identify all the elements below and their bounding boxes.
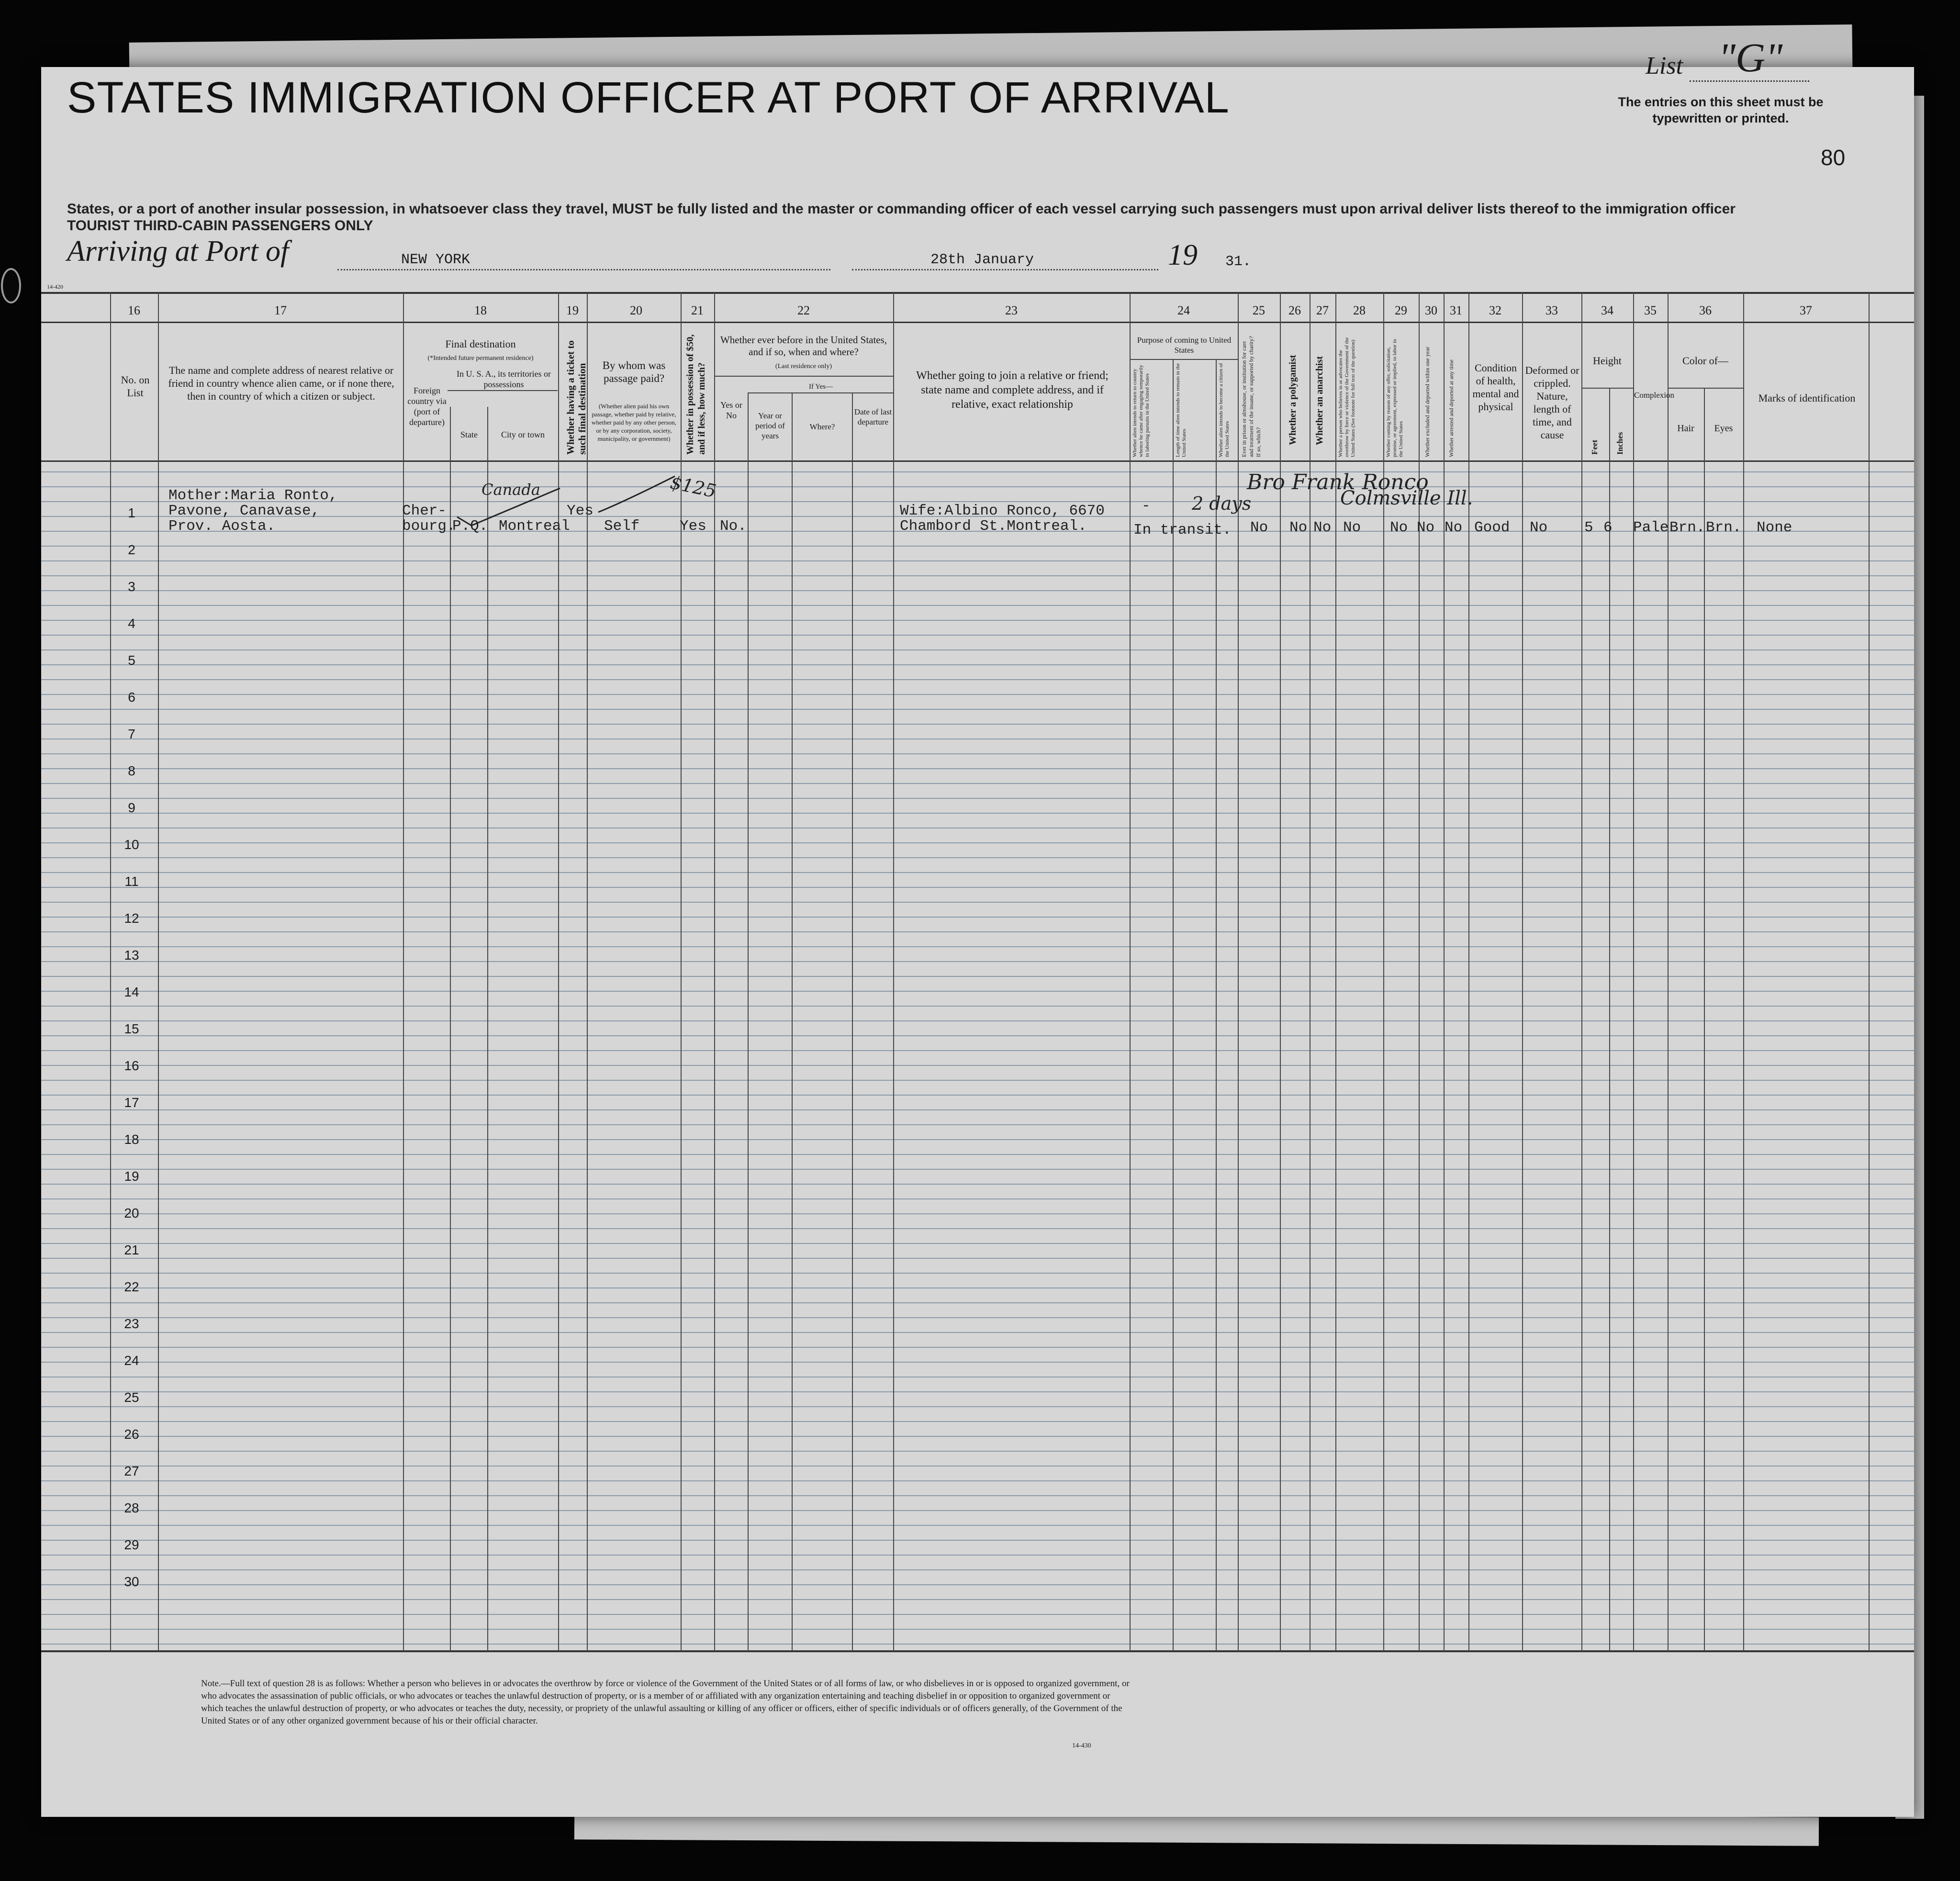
col-rule — [681, 292, 682, 1651]
list-label: List — [1646, 52, 1683, 79]
state-handwritten: Canada — [482, 481, 540, 499]
column-number: 21 — [691, 303, 704, 317]
polygamist-value: No — [1289, 519, 1308, 536]
col-rule — [158, 292, 159, 1651]
header-years: Year or period of years — [755, 411, 785, 440]
header-offer: Whether coming by reason of any offer, solicitation, promise, or agreement, expressed or implied, to labor in the United States — [1386, 339, 1404, 457]
anarchist-value: No — [1313, 519, 1332, 536]
relative-line-1: Mother:Maria Ronto, — [168, 487, 338, 504]
header-excluded: Whether excluded and deported within one year — [1424, 347, 1431, 457]
header-purpose-a: Whether alien intends to return to country whence he came after engaging temporarily in laboring pursuits in the United States — [1132, 365, 1150, 457]
col-rule — [587, 292, 588, 1651]
column-number: 16 — [128, 303, 140, 317]
header-feet: Feet — [1590, 439, 1599, 455]
header-city: City or town — [501, 430, 545, 439]
col-rule — [1869, 292, 1870, 1651]
been-before-value: No. — [720, 518, 747, 535]
class-line: TOURIST THIRD-CABIN PASSENGERS ONLY — [67, 218, 373, 234]
row-number: 12 — [124, 911, 139, 926]
health-value: Good — [1474, 519, 1510, 536]
col-rule — [1609, 388, 1610, 1651]
column-number: 36 — [1699, 303, 1712, 317]
row-number: 14 — [124, 985, 139, 999]
col-rule — [1522, 292, 1523, 1651]
row-number: 15 — [124, 1021, 139, 1036]
col-rule — [403, 292, 404, 1651]
row-number: 5 — [128, 653, 135, 668]
row-number: 13 — [124, 948, 139, 963]
header-purpose: Purpose of coming to United States — [1137, 336, 1232, 355]
row-number: 7 — [128, 727, 135, 741]
column-number: 37 — [1800, 303, 1812, 317]
header-state: State — [460, 430, 478, 439]
date-line — [852, 269, 1158, 270]
column-number: 22 — [797, 303, 810, 317]
inches-value: 6 — [1603, 519, 1613, 536]
row-number: 6 — [128, 690, 135, 705]
col-rule — [792, 392, 793, 1651]
handwritten-check-mark — [450, 483, 565, 526]
header-prison: Ever in prison or almshouse, or institution for care and treatment of the insane, or supported by charity? If so, which? — [1241, 336, 1262, 457]
column-number: 29 — [1395, 303, 1407, 317]
row-number: 25 — [124, 1390, 139, 1405]
col-rule — [1280, 292, 1281, 1651]
form-number: 14-430 — [1072, 1742, 1091, 1749]
purpose-dash: - — [1142, 498, 1151, 515]
row-number: 29 — [124, 1537, 139, 1552]
header-marks: Marks of identification — [1758, 392, 1856, 404]
row-number: 1 — [128, 505, 135, 520]
joining-line-1: Wife:Albino Ronco, 6670 — [900, 503, 1105, 519]
header-final-destination: Final destination — [445, 338, 516, 350]
col-rule — [1743, 292, 1744, 1651]
header-where: Where? — [809, 422, 835, 431]
row-number: 4 — [128, 616, 135, 631]
annotation-line-2: Colmsville Ill. — [1340, 487, 1473, 509]
header-complexion: Complexion — [1634, 391, 1675, 400]
column-number: 17 — [274, 303, 287, 317]
row-number: 11 — [124, 874, 139, 889]
arriving-label: Arriving at Port of — [67, 235, 289, 268]
header-health: Condition of health, mental and physical — [1472, 362, 1519, 413]
deformed-value: No — [1530, 519, 1548, 536]
header-joining: Whether going to join a relative or friend; state name and complete address, and if relative, exact relationship — [916, 369, 1109, 411]
header-arrested: Whether arrested and deported at any time — [1448, 359, 1455, 457]
row-number: 23 — [124, 1316, 139, 1331]
offer-value: No — [1390, 519, 1408, 536]
col-rule — [1173, 359, 1174, 1651]
column-number: 18 — [474, 303, 487, 317]
header-no-on-list: No. on List — [121, 374, 150, 399]
header-passage-note: (Whether alien paid his own passage, whether paid by relative, whether paid by any other person, or by any corporation, society, municipality, or government) — [592, 403, 676, 442]
row-number: 8 — [128, 763, 135, 778]
foreign-line-2: bourg. — [402, 518, 456, 535]
header-date-departure: Date of last departure — [854, 407, 892, 426]
column-number: 23 — [1005, 303, 1018, 317]
col-rule — [1633, 292, 1634, 1651]
handwritten-check-mark — [594, 474, 680, 517]
col-rule — [110, 292, 111, 1651]
header-height: Height — [1593, 355, 1622, 367]
page-title: STATES IMMIGRATION OFFICER AT PORT OF ARRIVAL — [67, 73, 1230, 122]
overthrow-value: No — [1343, 519, 1361, 536]
header-ticket: Whether having a ticket to such final destination — [565, 340, 588, 455]
instruction-line: States, or a port of another insular possession, in whatsoever class they travel, MUST be fully listed and the master or commanding officer of each vessel carrying such passengers must upon arrival deliver lists thereof to the immigration officer — [67, 201, 1736, 217]
header-hair: Hair — [1677, 423, 1694, 434]
list-underline — [1690, 80, 1809, 82]
year-value: 31. — [1225, 254, 1252, 270]
header-overthrow: Whether a person who believes in or advocates the overthrow by force or violence of the Government of the United States (See footnote for full text of the question) — [1338, 337, 1356, 457]
header-in-usa: In U. S. A., its territories or possessions — [457, 369, 551, 389]
list-value: "G" — [1718, 34, 1783, 80]
column-number: 28 — [1353, 303, 1366, 317]
complexion-value: Pale — [1633, 519, 1669, 536]
entries-note: The entries on this sheet must be typewritten or printed. — [1618, 95, 1824, 125]
date-value: 28th January — [930, 252, 1034, 268]
col-rule — [1704, 388, 1705, 1651]
ticket-value: Yes — [567, 503, 594, 519]
row-number: 21 — [124, 1243, 139, 1257]
money-value: Yes — [680, 518, 706, 535]
port-line — [337, 269, 830, 270]
column-number: 34 — [1601, 303, 1613, 317]
purpose-handwritten: 2 days — [1192, 493, 1252, 514]
subrule — [448, 390, 558, 391]
city-value: Montreal — [499, 518, 570, 535]
col-rule — [748, 392, 749, 1651]
column-number: 20 — [630, 303, 642, 317]
header-passage-paid: By whom was passage paid? — [602, 359, 666, 384]
eyes-value: Brn. — [1706, 519, 1742, 536]
column-number: 35 — [1644, 303, 1657, 317]
col-rule — [1130, 292, 1131, 1651]
prison-value: No — [1250, 519, 1268, 536]
column-number: 30 — [1425, 303, 1437, 317]
form-corner: 14-420 — [47, 283, 63, 290]
binding-hole — [1, 268, 21, 303]
deported-value: No — [1445, 519, 1463, 536]
header-foreign-country: Foreign country via (port of departure) — [407, 386, 447, 427]
col-rule — [487, 407, 488, 1651]
row-number: 27 — [124, 1464, 139, 1478]
row-number: 2 — [128, 542, 135, 557]
col-rule — [1581, 292, 1582, 1651]
header-deformed: Deformed or crippled. Nature, length of time, and cause — [1525, 364, 1579, 441]
subrule — [1581, 388, 1633, 389]
subrule — [1668, 388, 1743, 389]
relative-line-2: Pavone, Canavase, — [168, 503, 320, 519]
header-relative: The name and complete address of nearest relative or friend in country whence alien came, or if none there, then in country of which a citizen or subject. — [168, 364, 394, 402]
relative-line-3: Prov. Aosta. — [168, 518, 276, 535]
row-number: 9 — [128, 800, 135, 815]
column-number: 32 — [1489, 303, 1501, 317]
row-number: 28 — [124, 1500, 139, 1515]
header-color: Color of— — [1682, 355, 1728, 367]
hair-value: Brn. — [1669, 519, 1705, 536]
header-purpose-c: Whether alien intends to become a citizen of the United States — [1218, 363, 1230, 457]
column-number: 26 — [1288, 303, 1301, 317]
row-number: 18 — [124, 1132, 139, 1147]
header-been-before: Whether ever before in the United States, and if so, when and where? — [720, 334, 887, 358]
footnote: Note.—Full text of question 28 is as follows: Whether a person who believes in or advocates the overthrow by force or violence of the Government of the United States or of all forms of law, or who disbelieves in or is opposed to organized government, or who advocates the assassination of public officials, or who advocates or teaches the unlawful destruction of property, or is a member of or affiliated with any organization entertaining and teaching disbelief in or opposition to organized government or which teaches the unlawful destruction of property, or who advocates or teaches the duty, necessity, or propriety of the unlawful assaulting or killing of any officer or officers, either of specific individuals or of officers generally, of the Government of the United States or of any other organized government because of his or their official character. — [201, 1679, 1130, 1726]
column-number: 24 — [1177, 303, 1190, 317]
row-number: 3 — [128, 579, 135, 594]
header-eyes: Eyes — [1714, 423, 1733, 434]
col-rule — [450, 407, 451, 1651]
annotation-line-1: Bro Frank Ronco — [1247, 470, 1429, 494]
header-purpose-b: Length of time alien intends to remain in the United States — [1175, 363, 1187, 457]
foreign-line-1: Cher- — [402, 503, 447, 519]
row-number: 10 — [124, 837, 139, 852]
row-number: 20 — [124, 1206, 139, 1220]
header-polygamist: Whether a polygamist — [1288, 355, 1298, 445]
column-number: 19 — [566, 303, 579, 317]
header-if-yes: If Yes— — [808, 383, 833, 391]
header-anarchist: Whether an anarchist — [1314, 356, 1325, 445]
state-value: P.Q. — [452, 518, 488, 535]
col-rule — [893, 292, 894, 1651]
row-number: 17 — [124, 1095, 139, 1110]
column-number: 33 — [1546, 303, 1558, 317]
money-handwritten: $125 — [668, 471, 718, 502]
row-number: 26 — [124, 1427, 139, 1442]
joining-line-2: Chambord St.Montreal. — [900, 518, 1087, 535]
excluded-value: No — [1417, 519, 1435, 536]
col-rule — [1335, 292, 1336, 1651]
year-prefix: 19 — [1168, 239, 1198, 271]
row-number: 22 — [124, 1279, 139, 1294]
column-number: 27 — [1316, 303, 1329, 317]
row-number: 30 — [124, 1574, 139, 1589]
header-money: Whether in possession of $50, and if less, how much? — [685, 334, 707, 455]
col-rule — [1668, 292, 1669, 1651]
marks-value: None — [1757, 519, 1792, 536]
header-inches: Inches — [1615, 432, 1624, 455]
column-number: 25 — [1253, 303, 1265, 317]
header-final-destination-sub: (*Intended future permanent residence) — [427, 355, 534, 362]
subrule — [1130, 359, 1238, 360]
page-number: 80 — [1821, 145, 1846, 170]
row-number: 24 — [124, 1353, 139, 1368]
column-number: 31 — [1450, 303, 1462, 317]
row-number: 16 — [124, 1058, 139, 1073]
col-rule — [852, 392, 853, 1651]
header-yes-no: Yes or No — [720, 400, 742, 420]
col-rule — [1216, 359, 1217, 1651]
port-value: NEW YORK — [401, 252, 470, 268]
paid-by-value: Self — [604, 518, 640, 535]
subrule — [714, 376, 893, 377]
row-number: 19 — [124, 1169, 139, 1184]
header-been-before-sub: (Last residence only) — [775, 363, 832, 370]
feet-value: 5 — [1584, 519, 1593, 536]
purpose-value: In transit. — [1133, 522, 1232, 538]
